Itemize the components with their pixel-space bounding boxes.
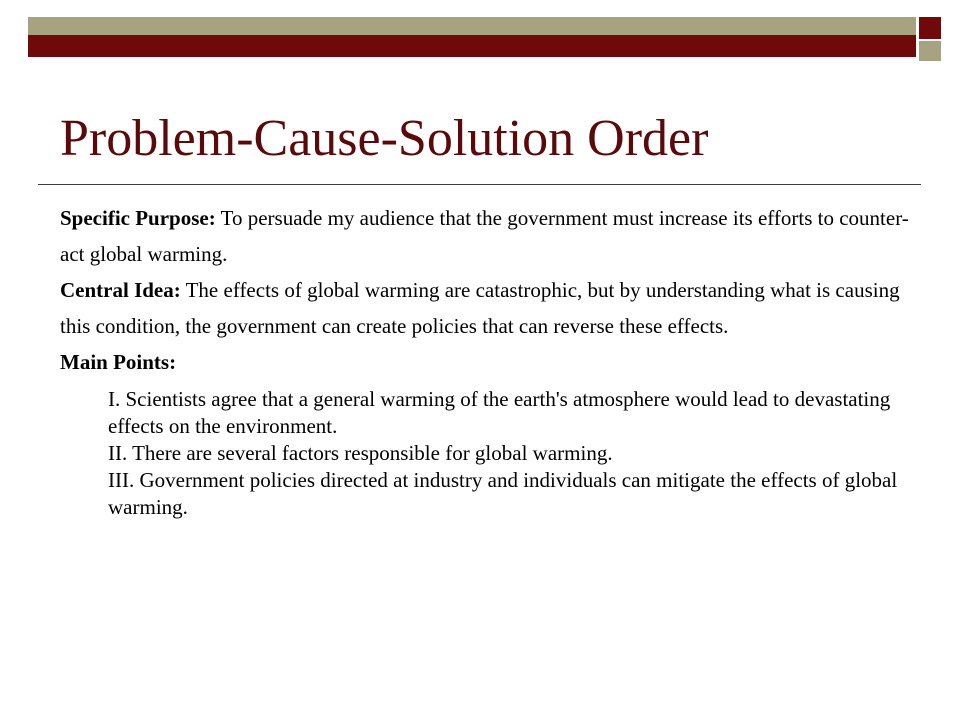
title-divider xyxy=(38,184,921,185)
specific-purpose xyxy=(60,200,920,272)
specific-purpose-text: To persuade my audience that the government must increase its efforts to counter-act global warming. xyxy=(60,206,909,266)
header-maroon-square xyxy=(919,17,941,39)
main-point-item: II. There are several factors responsible for global warming. xyxy=(108,441,613,465)
header-olive-square xyxy=(919,41,941,61)
main-points-label: Main Points: xyxy=(60,350,177,374)
main-points-list xyxy=(108,386,920,521)
central-idea xyxy=(60,272,920,344)
header-band-maroon-stripe xyxy=(28,35,916,57)
specific-purpose-label: Specific Purpose: xyxy=(60,206,216,230)
header-band xyxy=(0,0,960,70)
main-point-item: I. Scientists agree that a general warming of the earth's atmosphere would lead to devastating effects on the environment. xyxy=(108,387,891,438)
central-idea-text: The effects of global warming are catastrophic, but by understanding what is causing this condition, the government can create policies that can reverse these effects. xyxy=(60,278,900,338)
main-points-heading xyxy=(60,344,920,380)
slide-title: Problem-Cause-Solution Order xyxy=(60,110,709,167)
central-idea-label: Central Idea: xyxy=(60,278,181,302)
header-band-olive-stripe xyxy=(28,17,916,35)
slide-body xyxy=(60,200,920,521)
main-point-item: III. Government policies directed at industry and individuals can mitigate the effects of global warming. xyxy=(108,468,898,519)
